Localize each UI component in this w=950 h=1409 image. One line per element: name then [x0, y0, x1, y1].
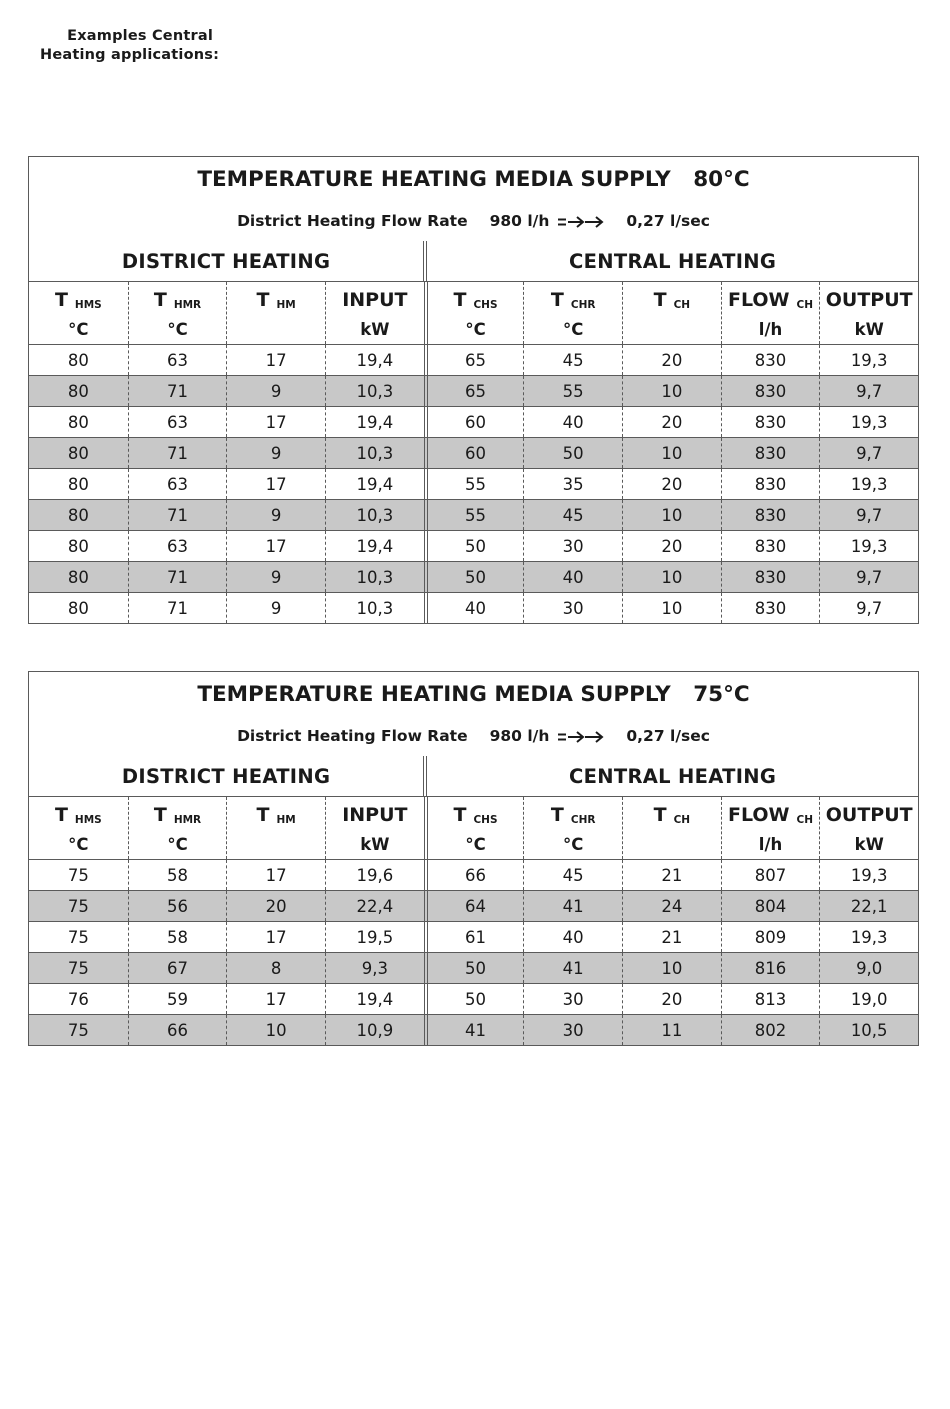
table-cell: 20 [622, 984, 721, 1014]
table-cell: 40 [523, 922, 622, 952]
column-symbol [154, 285, 201, 315]
table-cell: 10 [622, 500, 721, 530]
column-unit: °C [563, 834, 584, 854]
column-symbol [342, 800, 407, 830]
column-unit: kW [360, 319, 390, 339]
column-symbol [55, 285, 102, 315]
table-cell: 804 [721, 891, 820, 921]
column-header [523, 282, 622, 344]
heading-line-1: Examples Central [67, 28, 213, 44]
table-cell: 10 [622, 953, 721, 983]
table-cell: 19,3 [819, 922, 918, 952]
column-unit: l/h [758, 319, 783, 339]
table-75c [28, 671, 919, 1046]
table-cell: 20 [622, 469, 721, 499]
table-title: TEMPERATURE HEATING MEDIA SUPPLY 80°C [197, 166, 750, 192]
table-cell: 9,7 [819, 376, 918, 406]
table-cell: 30 [523, 593, 622, 623]
group-header-row [29, 756, 918, 797]
table-cell: 61 [424, 922, 524, 952]
column-symbol [826, 800, 913, 830]
flow-rate-lh: 980 l/h [489, 212, 550, 230]
column-name: T [54, 289, 68, 311]
table-title: TEMPERATURE HEATING MEDIA SUPPLY 75°C [197, 681, 750, 707]
column-header [721, 797, 820, 859]
table-row [29, 345, 918, 375]
column-subscript: HMS [74, 299, 102, 311]
column-subscript: HMR [173, 299, 202, 311]
group-district-heating: DISTRICT HEATING [121, 764, 331, 788]
table-cell: 20 [622, 531, 721, 561]
column-header [29, 282, 128, 344]
table-cell: 67 [128, 953, 227, 983]
column-name: T [153, 289, 167, 311]
table-cell: 41 [523, 953, 622, 983]
table-cell: 63 [128, 407, 227, 437]
table-cell: 9 [226, 593, 325, 623]
table-row [29, 375, 918, 406]
column-header [523, 797, 622, 859]
group-central-heating: CENTRAL HEATING [423, 756, 918, 796]
column-name: T [550, 804, 564, 826]
column-header [819, 282, 918, 344]
table-cell: 80 [67, 567, 89, 587]
table-cell: 9,3 [325, 953, 424, 983]
table-cell: 63 [128, 531, 227, 561]
table-cell: 30 [523, 531, 622, 561]
flow-rate-line [29, 201, 918, 241]
table-cell: 45 [523, 860, 622, 890]
table-cell: 80 [67, 474, 89, 494]
table-cell: 41 [523, 891, 622, 921]
column-name: T [153, 804, 167, 826]
table-80c [28, 156, 919, 624]
table-cell: 10,3 [325, 562, 424, 592]
column-symbol [453, 285, 497, 315]
table-cell: 830 [721, 562, 820, 592]
table-cell: 80 [67, 350, 89, 370]
column-header [128, 797, 227, 859]
table-cell: 17 [226, 860, 325, 890]
column-unit: °C [68, 319, 89, 339]
column-name: T [653, 804, 667, 826]
column-name: FLOW [728, 289, 790, 311]
column-name: INPUT [342, 804, 408, 826]
table-cell: 65 [424, 376, 524, 406]
table-cell: 30 [523, 1015, 622, 1045]
table-cell: 65 [424, 345, 524, 375]
table-cell: 11 [622, 1015, 721, 1045]
table-cell: 19,3 [819, 469, 918, 499]
column-symbol [728, 800, 813, 830]
table-cell: 24 [622, 891, 721, 921]
table-cell: 75 [67, 927, 89, 947]
table-cell: 80 [67, 536, 89, 556]
column-symbol [55, 800, 102, 830]
column-subscript: CH [796, 814, 814, 826]
table-cell: 19,4 [325, 407, 424, 437]
table-row [29, 530, 918, 561]
group-header-row [29, 241, 918, 282]
table-cell: 816 [721, 953, 820, 983]
table-cell: 55 [424, 469, 524, 499]
column-subscript: CHS [473, 814, 498, 826]
flow-rate-line [29, 716, 918, 756]
table-cell: 809 [721, 922, 820, 952]
table-cell: 21 [622, 860, 721, 890]
table-row [29, 860, 918, 890]
table-cell: 19,4 [325, 984, 424, 1014]
column-header [622, 797, 721, 859]
table-row [29, 468, 918, 499]
column-unit: °C [563, 319, 584, 339]
table-cell: 50 [424, 562, 524, 592]
table-cell: 50 [424, 953, 524, 983]
column-header [424, 282, 524, 344]
table-cell: 802 [721, 1015, 820, 1045]
column-unit: °C [465, 834, 486, 854]
table-cell: 19,3 [819, 531, 918, 561]
table-cell: 63 [128, 469, 227, 499]
column-subscript: CH [673, 814, 691, 826]
table-cell: 10 [622, 593, 721, 623]
table-row [29, 561, 918, 592]
table-cell: 45 [523, 345, 622, 375]
table-cell: 58 [128, 860, 227, 890]
column-header-row [29, 282, 918, 345]
table-cell: 80 [67, 505, 89, 525]
column-subscript: CH [673, 299, 691, 311]
table-cell: 9,0 [819, 953, 918, 983]
column-name: T [453, 804, 467, 826]
table-cell: 9 [226, 376, 325, 406]
table-cell: 19,4 [325, 531, 424, 561]
group-district-heating: DISTRICT HEATING [121, 249, 331, 273]
column-unit: kW [854, 319, 884, 339]
column-name: OUTPUT [825, 289, 913, 311]
table-cell: 60 [424, 407, 524, 437]
flow-rate-lsec: 0,27 l/sec [626, 212, 710, 230]
table-cell: 8 [226, 953, 325, 983]
table-cell: 807 [721, 860, 820, 890]
table-cell: 9 [226, 562, 325, 592]
column-symbol [257, 285, 296, 315]
column-unit: l/h [758, 834, 783, 854]
column-symbol [342, 285, 407, 315]
column-symbol [453, 800, 497, 830]
table-cell: 10 [622, 438, 721, 468]
table-row [29, 1014, 918, 1045]
table-cell: 80 [67, 443, 89, 463]
table-cell: 60 [424, 438, 524, 468]
table-cell: 17 [226, 984, 325, 1014]
column-symbol [551, 285, 596, 315]
table-cell: 22,4 [325, 891, 424, 921]
table-row [29, 952, 918, 983]
group-central-heating: CENTRAL HEATING [423, 241, 918, 281]
table-cell: 10,3 [325, 593, 424, 623]
table-cell: 20 [622, 407, 721, 437]
table-cell: 40 [424, 593, 524, 623]
table-cell: 17 [226, 469, 325, 499]
column-name: T [550, 289, 564, 311]
column-unit: kW [854, 834, 884, 854]
table-cell: 10,5 [819, 1015, 918, 1045]
table-cell: 22,1 [819, 891, 918, 921]
table-cell: 56 [128, 891, 227, 921]
flow-rate-lh: 980 l/h [489, 727, 550, 745]
table-cell: 66 [424, 860, 524, 890]
table-cell: 830 [721, 531, 820, 561]
table-cell: 71 [128, 376, 227, 406]
table-cell: 59 [128, 984, 227, 1014]
table-cell: 813 [721, 984, 820, 1014]
table-cell: 75 [67, 1020, 89, 1040]
table-cell: 20 [226, 891, 325, 921]
table-cell: 9,7 [819, 500, 918, 530]
table-cell: 58 [128, 922, 227, 952]
table-row [29, 437, 918, 468]
table-cell: 830 [721, 593, 820, 623]
column-name: OUTPUT [825, 804, 913, 826]
table-cell: 71 [128, 593, 227, 623]
column-name: T [256, 804, 270, 826]
table-cell: 19,4 [325, 469, 424, 499]
table-cell: 55 [523, 376, 622, 406]
column-subscript: CHR [570, 814, 596, 826]
column-header [226, 282, 325, 344]
table-cell: 45 [523, 500, 622, 530]
table-row [29, 983, 918, 1014]
table-cell: 19,3 [819, 407, 918, 437]
table-row [29, 499, 918, 530]
column-subscript: HMS [74, 814, 102, 826]
table-cell: 64 [424, 891, 524, 921]
table-cell: 30 [523, 984, 622, 1014]
column-header [424, 797, 524, 859]
table-cell: 9 [226, 438, 325, 468]
column-header [819, 797, 918, 859]
table-cell: 830 [721, 407, 820, 437]
table-cell: 9 [226, 500, 325, 530]
table-row [29, 592, 918, 623]
table-cell: 17 [226, 531, 325, 561]
table-cell: 75 [67, 896, 89, 916]
column-header [721, 282, 820, 344]
table-cell: 20 [622, 345, 721, 375]
table-cell: 75 [67, 958, 89, 978]
arrow-icon [558, 727, 604, 745]
table-row [29, 921, 918, 952]
table-cell: 830 [721, 500, 820, 530]
table-cell: 80 [67, 598, 89, 618]
column-symbol [654, 285, 690, 315]
table-cell: 40 [523, 407, 622, 437]
table-cell: 71 [128, 438, 227, 468]
table-cell: 830 [721, 376, 820, 406]
table-cell: 10,3 [325, 376, 424, 406]
table-cell: 19,4 [325, 345, 424, 375]
table-cell: 830 [721, 438, 820, 468]
table-row [29, 406, 918, 437]
table-cell: 80 [67, 381, 89, 401]
column-subscript: CH [796, 299, 814, 311]
column-subscript: CHS [473, 299, 498, 311]
column-unit: kW [360, 834, 390, 854]
table-cell: 19,3 [819, 860, 918, 890]
flow-rate-label: District Heating Flow Rate [237, 727, 468, 745]
table-cell: 80 [67, 412, 89, 432]
column-header [325, 282, 424, 344]
table-cell: 17 [226, 922, 325, 952]
column-unit: °C [167, 834, 188, 854]
column-symbol [654, 800, 690, 830]
column-header [622, 282, 721, 344]
table-cell: 71 [128, 562, 227, 592]
column-name: T [54, 804, 68, 826]
column-subscript: HMR [173, 814, 202, 826]
table-cell: 10 [622, 562, 721, 592]
arrow-icon [558, 212, 604, 230]
table-cell: 10,9 [325, 1015, 424, 1045]
column-subscript: HM [276, 299, 296, 311]
table-cell: 76 [67, 989, 89, 1009]
table-cell: 10 [622, 376, 721, 406]
table-cell: 35 [523, 469, 622, 499]
table-cell: 10 [226, 1015, 325, 1045]
column-header-row [29, 797, 918, 860]
column-symbol [728, 285, 813, 315]
table-cell: 63 [128, 345, 227, 375]
table-cell: 75 [67, 865, 89, 885]
table-cell: 19,5 [325, 922, 424, 952]
column-symbol [257, 800, 296, 830]
table-cell: 66 [128, 1015, 227, 1045]
column-unit: °C [465, 319, 486, 339]
table-cell: 19,6 [325, 860, 424, 890]
table-cell: 41 [424, 1015, 524, 1045]
column-subscript: HM [276, 814, 296, 826]
table-cell: 19,0 [819, 984, 918, 1014]
column-name: T [256, 289, 270, 311]
table-cell: 21 [622, 922, 721, 952]
column-subscript: CHR [570, 299, 596, 311]
flow-rate-label: District Heating Flow Rate [237, 212, 468, 230]
column-name: T [653, 289, 667, 311]
column-symbol [154, 800, 201, 830]
table-cell: 50 [424, 531, 524, 561]
table-cell: 50 [424, 984, 524, 1014]
column-header [226, 797, 325, 859]
page-heading [40, 27, 220, 65]
column-name: T [453, 289, 467, 311]
table-cell: 830 [721, 345, 820, 375]
table-cell: 17 [226, 407, 325, 437]
table-cell: 9,7 [819, 562, 918, 592]
column-header [29, 797, 128, 859]
table-cell: 50 [523, 438, 622, 468]
table-cell: 40 [523, 562, 622, 592]
column-header [128, 282, 227, 344]
table-cell: 10,3 [325, 438, 424, 468]
table-cell: 9,7 [819, 593, 918, 623]
column-unit: °C [68, 834, 89, 854]
table-cell: 17 [226, 345, 325, 375]
heading-line-2: Heating applications: [40, 47, 220, 63]
column-name: INPUT [342, 289, 408, 311]
table-cell: 71 [128, 500, 227, 530]
table-cell: 830 [721, 469, 820, 499]
column-symbol [826, 285, 913, 315]
table-cell: 10,3 [325, 500, 424, 530]
column-header [325, 797, 424, 859]
table-cell: 55 [424, 500, 524, 530]
table-row [29, 890, 918, 921]
table-cell: 9,7 [819, 438, 918, 468]
flow-rate-lsec: 0,27 l/sec [626, 727, 710, 745]
column-symbol [551, 800, 596, 830]
column-name: FLOW [728, 804, 790, 826]
table-cell: 19,3 [819, 345, 918, 375]
column-unit: °C [167, 319, 188, 339]
